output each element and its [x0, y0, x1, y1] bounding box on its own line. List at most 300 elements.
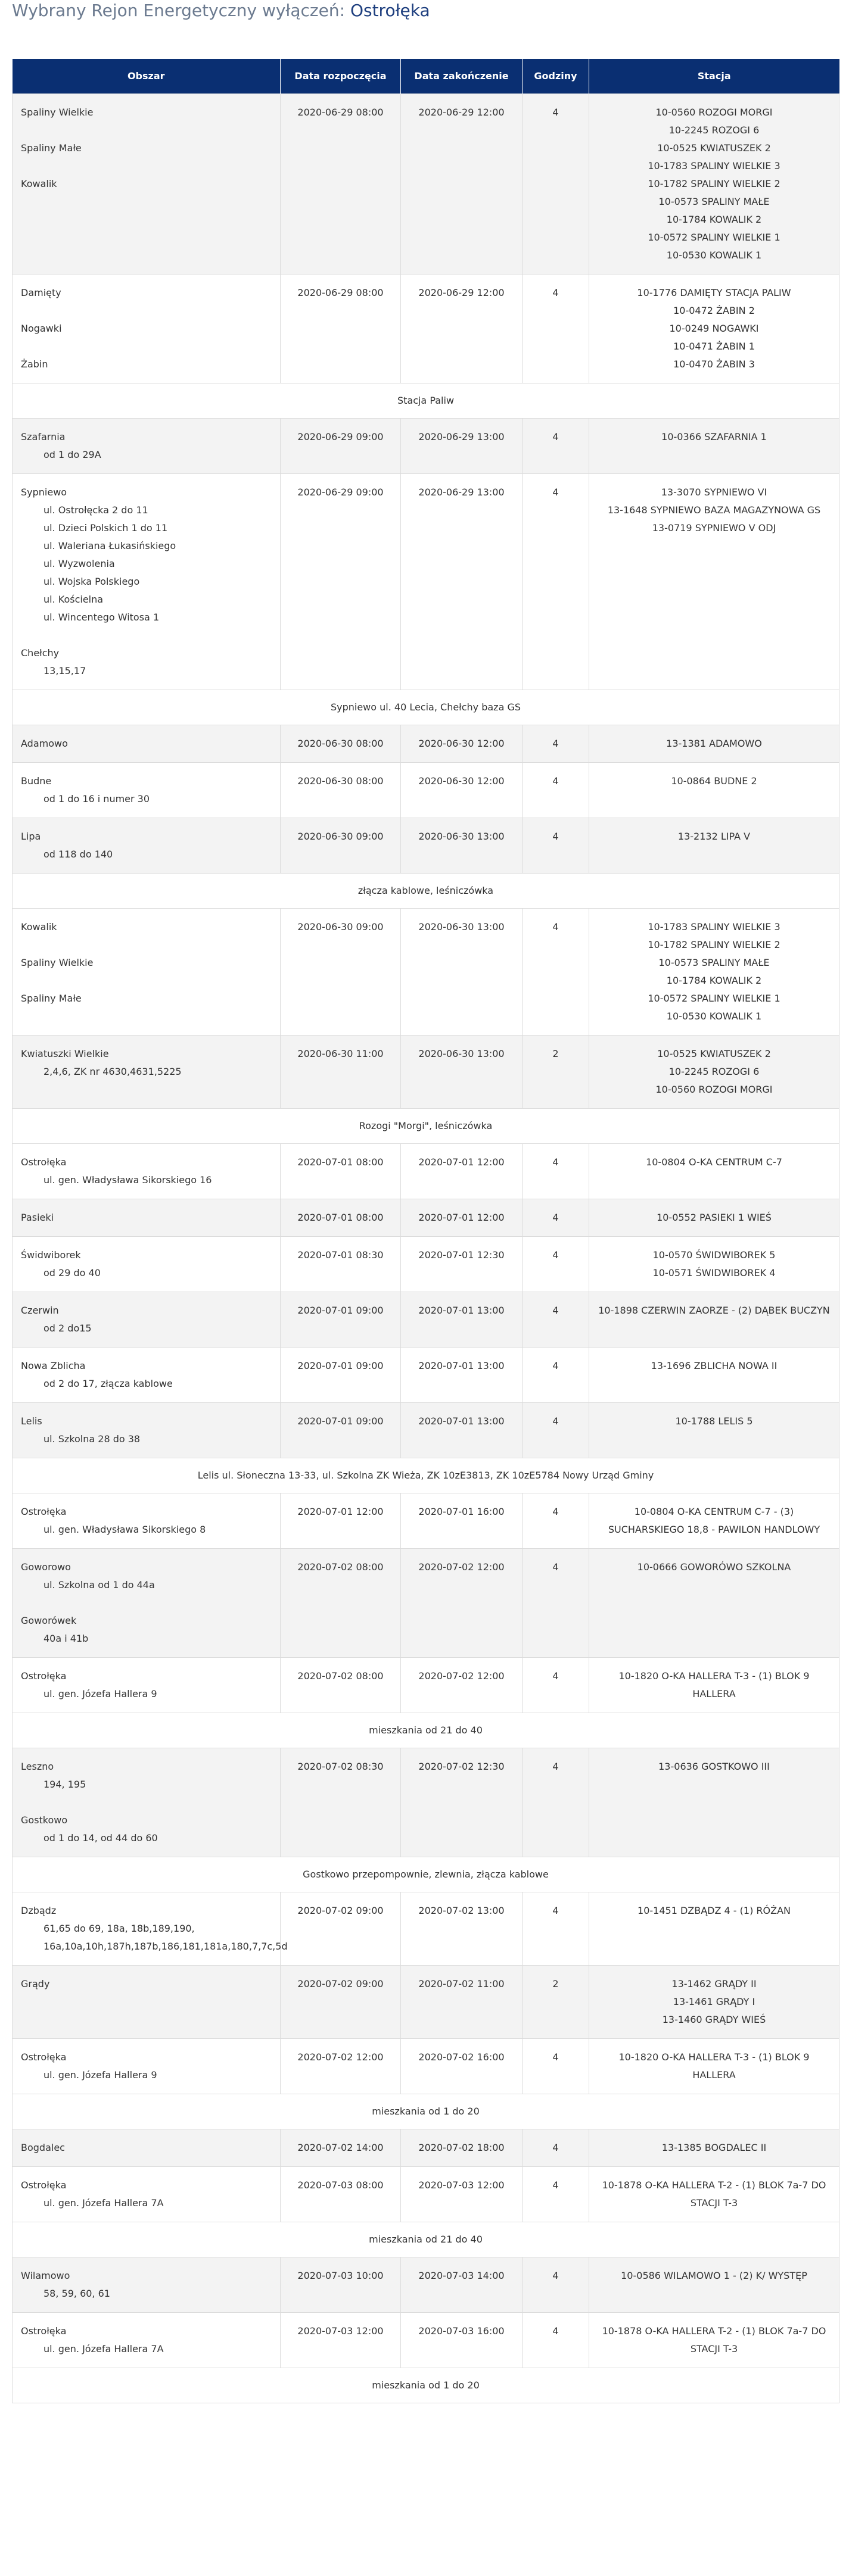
hours-cell: 4	[523, 1658, 589, 1713]
area-detail: ul. gen. Władysława Sikorskiego 8	[43, 1524, 206, 1535]
area-name: Lelis	[21, 1415, 42, 1427]
area-detail: 2,4,6, ZK nr 4630,4631,5225	[43, 1066, 182, 1077]
area-detail: od 1 do 14, od 44 do 60	[43, 1832, 158, 1844]
end-date-cell: 2020-07-03 12:00	[401, 2167, 523, 2222]
hours-cell: 4	[523, 2257, 589, 2313]
hours-cell: 4	[523, 1748, 589, 1857]
station-item: 10-0471 ŻABIN 1	[673, 341, 755, 352]
area-cell	[13, 2257, 281, 2313]
note-cell: Sypniewo ul. 40 Lecia, Chełchy baza GS	[13, 690, 839, 725]
area-name: Spaliny Małe	[21, 993, 82, 1004]
table-row	[13, 1348, 839, 1403]
table-row	[13, 1966, 839, 2039]
hours-cell: 4	[523, 1403, 589, 1458]
station-item: 10-0864 BUDNE 2	[671, 775, 757, 787]
area-cell	[13, 2039, 281, 2094]
end-date-cell: 2020-06-29 13:00	[401, 419, 523, 474]
area-cell	[13, 1658, 281, 1713]
table-row	[13, 275, 839, 383]
station-item: 13-0719 SYPNIEWO V ODJ	[652, 522, 776, 534]
area-cell	[13, 1493, 281, 1549]
station-item: 10-1783 SPALINY WIELKIE 3	[648, 160, 780, 171]
area-spacer	[21, 302, 272, 320]
area-detail: 16a,10a,10h,187h,187b,186,181,181a,180,7,7c,5d	[43, 1941, 288, 1952]
table-row	[13, 2313, 839, 2368]
station-cell	[589, 725, 839, 763]
station-cell	[589, 2039, 839, 2094]
table-row	[13, 1549, 839, 1658]
area-name: Ostrołęka	[21, 1156, 67, 1168]
end-date-cell: 2020-07-02 16:00	[401, 2039, 523, 2094]
area-cell	[13, 818, 281, 874]
table-note-row	[13, 1713, 839, 1748]
area-detail: ul. Kościelna	[43, 594, 104, 605]
area-spacer	[21, 936, 272, 954]
area-name: Ostrołęka	[21, 2179, 67, 2191]
station-item: 10-2245 ROZOGI 6	[668, 1066, 760, 1077]
end-date-cell: 2020-07-02 18:00	[401, 2129, 523, 2167]
area-name: Kwiatuszki Wielkie	[21, 1048, 109, 1059]
station-item: 10-1898 CZERWIN ZAORZE - (2) DĄBEK BUCZYN	[598, 1305, 830, 1316]
table-row	[13, 474, 839, 690]
station-item: 10-1878 O-KA HALLERA T-2 - (1) BLOK 7a-7 DO	[602, 2179, 826, 2191]
station-item: 10-0530 KOWALIK 1	[666, 250, 762, 261]
column-header-area: Obszar	[13, 59, 281, 94]
station-cell	[589, 1493, 839, 1549]
hours-cell: 4	[523, 2039, 589, 2094]
area-name: Goworowo	[21, 1561, 71, 1573]
area-cell	[13, 1892, 288, 1966]
area-name: Chełchy	[21, 647, 60, 659]
table-note-row	[13, 2094, 839, 2129]
area-spacer	[21, 626, 272, 644]
station-item: 10-0525 KWIATUSZEK 2	[657, 1048, 771, 1059]
end-date-cell: 2020-07-02 12:30	[401, 1748, 523, 1857]
area-cell	[13, 2129, 281, 2167]
table-row	[13, 1237, 839, 1292]
start-date-cell: 2020-06-29 08:00	[281, 275, 401, 383]
station-item: 10-2245 ROZOGI 6	[668, 124, 760, 136]
hours-cell: 4	[523, 725, 589, 763]
area-spacer	[21, 972, 272, 990]
hours-cell: 4	[523, 474, 589, 690]
area-cell	[13, 1549, 281, 1658]
area-cell	[13, 419, 281, 474]
area-name: Gostkowo	[21, 1814, 68, 1826]
end-date-cell: 2020-07-03 14:00	[401, 2257, 523, 2313]
area-detail: ul. Szkolna od 1 do 44a	[43, 1579, 155, 1590]
area-name: Dzbądz	[21, 1905, 57, 1916]
station-item: 13-1696 ZBLICHA NOWA II	[651, 1360, 778, 1371]
area-detail: 61,65 do 69, 18a, 18b,189,190,	[43, 1923, 195, 1934]
start-date-cell: 2020-06-30 11:00	[281, 1036, 401, 1109]
note-cell: złącza kablowe, leśniczówka	[13, 874, 839, 909]
station-cell	[589, 1892, 839, 1966]
end-date-cell: 2020-07-01 13:00	[401, 1403, 523, 1458]
hours-cell: 4	[523, 1199, 589, 1237]
station-item: 13-1385 BOGDALEC II	[661, 2142, 767, 2153]
table-row	[13, 818, 839, 874]
area-name: Żabin	[21, 358, 48, 370]
start-date-cell: 2020-07-01 08:00	[281, 1199, 401, 1237]
station-item: STACJI T-3	[690, 2343, 738, 2354]
area-detail: 40a i 41b	[43, 1633, 89, 1644]
table-note-row	[13, 1109, 839, 1144]
area-detail: ul. Wojska Polskiego	[43, 576, 140, 587]
area-name: Lipa	[21, 831, 41, 842]
area-cell	[13, 1237, 281, 1292]
area-cell	[13, 1036, 281, 1109]
end-date-cell: 2020-06-29 12:00	[401, 275, 523, 383]
station-cell	[589, 1036, 839, 1109]
area-name: Damięty	[21, 287, 61, 298]
station-item: 13-1460 GRĄDY WIEŚ	[662, 2014, 766, 2025]
area-detail: ul. gen. Józefa Hallera 7A	[43, 2343, 164, 2354]
area-cell	[13, 1199, 281, 1237]
hours-cell: 4	[523, 763, 589, 818]
table-note-row	[13, 383, 839, 419]
table-row	[13, 1892, 839, 1966]
note-cell: mieszkania od 1 do 20	[13, 2368, 839, 2403]
station-cell	[589, 1403, 839, 1458]
area-spacer	[21, 1594, 272, 1612]
end-date-cell: 2020-07-02 13:00	[401, 1892, 523, 1966]
area-name: Pasieki	[21, 1212, 54, 1223]
station-item: HALLERA	[692, 1688, 736, 1699]
start-date-cell: 2020-06-30 09:00	[281, 909, 401, 1036]
end-date-cell: 2020-07-01 12:30	[401, 1237, 523, 1292]
area-detail: ul. gen. Józefa Hallera 9	[43, 1688, 157, 1699]
station-item: 10-0470 ŻABIN 3	[673, 358, 755, 370]
station-item: 13-1381 ADAMOWO	[666, 738, 762, 749]
area-detail: ul. gen. Józefa Hallera 7A	[43, 2197, 164, 2209]
area-name: Nowa Zblicha	[21, 1360, 86, 1371]
station-cell	[589, 1748, 839, 1857]
hours-cell: 4	[523, 94, 589, 275]
end-date-cell: 2020-07-02 11:00	[401, 1966, 523, 2039]
station-item: 10-0573 SPALINY MAŁE	[658, 957, 770, 968]
area-cell	[13, 1966, 281, 2039]
column-header-hours: Godziny	[523, 59, 589, 94]
table-row	[13, 94, 839, 275]
hours-cell: 4	[523, 2167, 589, 2222]
table-row	[13, 1658, 839, 1713]
end-date-cell: 2020-07-01 13:00	[401, 1348, 523, 1403]
area-detail: od 1 do 16 i numer 30	[43, 793, 150, 804]
area-name: Budne	[21, 775, 52, 787]
station-item: 10-0572 SPALINY WIELKIE 1	[648, 993, 780, 1004]
table-note-row	[13, 2222, 839, 2257]
hours-cell: 2	[523, 1036, 589, 1109]
station-cell	[589, 94, 839, 275]
area-name: Grądy	[21, 1978, 50, 1989]
table-row	[13, 2129, 839, 2167]
table-row	[13, 909, 839, 1036]
page-title-prefix: Wybrany Rejon Energetyczny wyłączeń:	[12, 1, 346, 20]
note-cell: mieszkania od 21 do 40	[13, 1713, 839, 1748]
area-name: Goworówek	[21, 1615, 77, 1626]
start-date-cell: 2020-07-01 09:00	[281, 1292, 401, 1348]
area-cell	[13, 1144, 281, 1199]
area-detail: ul. gen. Józefa Hallera 9	[43, 2069, 157, 2081]
hours-cell: 2	[523, 1966, 589, 2039]
note-cell: mieszkania od 21 do 40	[13, 2222, 839, 2257]
end-date-cell: 2020-07-01 16:00	[401, 1493, 523, 1549]
start-date-cell: 2020-07-03 08:00	[281, 2167, 401, 2222]
area-name: Kowalik	[21, 921, 57, 933]
station-cell	[589, 275, 839, 383]
end-date-cell: 2020-07-01 12:00	[401, 1199, 523, 1237]
table-row	[13, 2039, 839, 2094]
outages-table-body	[13, 94, 839, 2403]
area-name: Ostrołęka	[21, 1506, 67, 1517]
area-detail: od 118 do 140	[43, 849, 113, 860]
area-name: Wilamowo	[21, 2270, 70, 2281]
note-cell: Gostkowo przepompownie, zlewnia, złącza kablowe	[13, 1857, 839, 1892]
station-item: 10-0804 O-KA CENTRUM C-7 - (3)	[634, 1506, 794, 1517]
column-header-station: Stacja	[589, 59, 839, 94]
start-date-cell: 2020-07-03 12:00	[281, 2313, 401, 2368]
table-row	[13, 1493, 839, 1549]
area-detail: od 2 do15	[43, 1323, 92, 1334]
area-spacer	[21, 1794, 272, 1811]
start-date-cell: 2020-07-02 09:00	[281, 1966, 401, 2039]
table-row	[13, 2257, 839, 2313]
station-cell	[589, 2257, 839, 2313]
area-cell	[13, 725, 281, 763]
station-cell	[589, 909, 839, 1036]
station-item: 10-1820 O-KA HALLERA T-3 - (1) BLOK 9	[618, 1670, 810, 1682]
area-cell	[13, 2167, 281, 2222]
station-cell	[589, 1348, 839, 1403]
station-item: 10-1784 KOWALIK 2	[666, 975, 762, 986]
table-row	[13, 1199, 839, 1237]
hours-cell: 4	[523, 1892, 589, 1966]
area-name: Szafarnia	[21, 431, 66, 442]
station-cell	[589, 419, 839, 474]
start-date-cell: 2020-07-01 08:00	[281, 1144, 401, 1199]
area-name: Leszno	[21, 1761, 54, 1772]
station-item: 10-0666 GOWORÓWO SZKOLNA	[637, 1561, 791, 1573]
table-row	[13, 1292, 839, 1348]
start-date-cell: 2020-06-30 09:00	[281, 818, 401, 874]
area-name: Ostrołęka	[21, 2051, 67, 2063]
area-detail: ul. Wyzwolenia	[43, 558, 115, 569]
station-item: 10-1878 O-KA HALLERA T-2 - (1) BLOK 7a-7 DO	[602, 2325, 826, 2337]
station-item: 13-1648 SYPNIEWO BAZA MAGAZYNOWA GS	[607, 504, 821, 516]
start-date-cell: 2020-07-02 14:00	[281, 2129, 401, 2167]
area-name: Ostrołęka	[21, 2325, 67, 2337]
area-detail: ul. Ostrołęcka 2 do 11	[43, 504, 148, 516]
station-item: 13-0636 GOSTKOWO III	[658, 1761, 770, 1772]
outages-table-header	[13, 59, 839, 94]
outages-table	[12, 59, 839, 2403]
station-item: 10-0586 WILAMOWO 1 - (2) K/ WYSTĘP	[621, 2270, 807, 2281]
start-date-cell: 2020-06-29 08:00	[281, 94, 401, 275]
area-detail: od 1 do 29A	[43, 449, 101, 460]
station-item: 10-0560 ROZOGI MORGI	[655, 1084, 773, 1095]
note-cell: mieszkania od 1 do 20	[13, 2094, 839, 2129]
hours-cell: 4	[523, 275, 589, 383]
end-date-cell: 2020-06-30 12:00	[401, 763, 523, 818]
station-cell	[589, 474, 839, 690]
end-date-cell: 2020-07-01 13:00	[401, 1292, 523, 1348]
page-title-region: Ostrołęka	[350, 1, 430, 20]
hours-cell: 4	[523, 1237, 589, 1292]
station-item: 10-1782 SPALINY WIELKIE 2	[648, 939, 780, 950]
start-date-cell: 2020-07-01 09:00	[281, 1348, 401, 1403]
station-item: 10-0530 KOWALIK 1	[666, 1011, 762, 1022]
note-cell: Lelis ul. Słoneczna 13-33, ul. Szkolna ZK Wieża, ZK 10zE3813, ZK 10zE5784 Nowy Urząd Gminy	[13, 1458, 839, 1493]
station-item: 10-1820 O-KA HALLERA T-3 - (1) BLOK 9	[618, 2051, 810, 2063]
table-row	[13, 419, 839, 474]
area-cell	[13, 1403, 281, 1458]
area-cell	[13, 763, 281, 818]
station-item: 10-0573 SPALINY MAŁE	[658, 196, 770, 207]
end-date-cell: 2020-07-03 16:00	[401, 2313, 523, 2368]
station-cell	[589, 1658, 839, 1713]
area-cell	[13, 1748, 281, 1857]
station-item: 10-0804 O-KA CENTRUM C-7	[646, 1156, 782, 1168]
station-item: 10-0249 NOGAWKI	[669, 323, 759, 334]
area-detail: ul. Waleriana Łukasińskiego	[43, 540, 176, 551]
table-row	[13, 1036, 839, 1109]
station-item: 10-1776 DAMIĘTY STACJA PALIW	[637, 287, 791, 298]
area-detail: od 2 do 17, złącza kablowe	[43, 1378, 173, 1389]
station-item: SUCHARSKIEGO 18,8 - PAWILON HANDLOWY	[608, 1524, 820, 1535]
note-cell: Stacja Paliw	[13, 383, 839, 419]
start-date-cell: 2020-07-02 08:00	[281, 1549, 401, 1658]
area-cell	[13, 474, 281, 690]
hours-cell: 4	[523, 1292, 589, 1348]
hours-cell: 4	[523, 1549, 589, 1658]
station-item: 10-1784 KOWALIK 2	[666, 214, 762, 225]
table-note-row	[13, 690, 839, 725]
station-cell	[589, 2313, 839, 2368]
table-row	[13, 763, 839, 818]
area-cell	[13, 94, 281, 275]
area-cell	[13, 909, 281, 1036]
station-cell	[589, 1237, 839, 1292]
hours-cell: 4	[523, 909, 589, 1036]
station-item: 10-1783 SPALINY WIELKIE 3	[648, 921, 780, 933]
table-note-row	[13, 1458, 839, 1493]
end-date-cell: 2020-07-01 12:00	[401, 1144, 523, 1199]
area-detail: 58, 59, 60, 61	[43, 2288, 110, 2299]
hours-cell: 4	[523, 1493, 589, 1549]
station-cell	[589, 1199, 839, 1237]
area-detail: ul. Wincentego Witosa 1	[43, 612, 160, 623]
start-date-cell: 2020-07-01 09:00	[281, 1403, 401, 1458]
area-name: Spaliny Wielkie	[21, 107, 94, 118]
table-row	[13, 1144, 839, 1199]
table-note-row	[13, 2368, 839, 2403]
table-note-row	[13, 1857, 839, 1892]
station-cell	[589, 1144, 839, 1199]
area-name: Kowalik	[21, 178, 57, 189]
area-detail: od 29 do 40	[43, 1267, 101, 1278]
page-title	[0, 0, 849, 60]
station-item: 10-1451 DZBĄDZ 4 - (1) RÓŻAN	[637, 1905, 791, 1916]
end-date-cell: 2020-06-30 13:00	[401, 909, 523, 1036]
station-cell	[589, 1966, 839, 2039]
area-name: Nogawki	[21, 323, 62, 334]
hours-cell: 4	[523, 419, 589, 474]
station-item: 10-0472 ŻABIN 2	[673, 305, 755, 316]
column-header-start: Data rozpoczęcia	[281, 59, 401, 94]
start-date-cell: 2020-06-29 09:00	[281, 419, 401, 474]
area-spacer	[21, 157, 272, 175]
end-date-cell: 2020-06-29 12:00	[401, 94, 523, 275]
area-detail: 194, 195	[43, 1779, 86, 1790]
hours-cell: 4	[523, 2313, 589, 2368]
station-cell	[589, 763, 839, 818]
table-row	[13, 1403, 839, 1458]
area-name: Czerwin	[21, 1305, 59, 1316]
start-date-cell: 2020-07-02 09:00	[281, 1892, 401, 1966]
station-item: 10-1788 LELIS 5	[675, 1415, 753, 1427]
area-cell	[13, 275, 281, 383]
station-item: 10-0570 ŚWIDWIBOREK 5	[652, 1249, 776, 1261]
start-date-cell: 2020-06-30 08:00	[281, 725, 401, 763]
area-name: Spaliny Wielkie	[21, 957, 94, 968]
end-date-cell: 2020-07-02 12:00	[401, 1658, 523, 1713]
table-row	[13, 2167, 839, 2222]
area-detail: ul. Szkolna 28 do 38	[43, 1433, 141, 1445]
station-item: 13-1462 GRĄDY II	[671, 1978, 757, 1989]
end-date-cell: 2020-06-29 13:00	[401, 474, 523, 690]
station-cell	[589, 1292, 839, 1348]
area-name: Sypniewo	[21, 486, 67, 498]
station-item: 13-3070 SYPNIEWO VI	[661, 486, 767, 498]
area-cell	[13, 2313, 281, 2368]
station-item: 10-0572 SPALINY WIELKIE 1	[648, 232, 780, 243]
column-header-end: Data zakończenie	[401, 59, 523, 94]
station-item: 10-0366 SZAFARNIA 1	[661, 431, 767, 442]
end-date-cell: 2020-06-30 13:00	[401, 818, 523, 874]
station-item: STACJI T-3	[690, 2197, 738, 2209]
area-name: Bogdalec	[21, 2142, 65, 2153]
area-detail: 13,15,17	[43, 665, 86, 676]
hours-cell: 4	[523, 1144, 589, 1199]
station-item: 10-0571 ŚWIDWIBOREK 4	[652, 1267, 776, 1278]
hours-cell: 4	[523, 818, 589, 874]
hours-cell: 4	[523, 2129, 589, 2167]
area-name: Świdwiborek	[21, 1249, 81, 1261]
station-item: 10-0552 PASIEKI 1 WIEŚ	[657, 1212, 772, 1223]
start-date-cell: 2020-07-02 08:30	[281, 1748, 401, 1857]
station-cell	[589, 2167, 839, 2222]
end-date-cell: 2020-06-30 13:00	[401, 1036, 523, 1109]
station-cell	[589, 2129, 839, 2167]
area-name: Adamowo	[21, 738, 68, 749]
area-name: Spaliny Małe	[21, 142, 82, 154]
start-date-cell: 2020-07-03 10:00	[281, 2257, 401, 2313]
station-item: 10-1782 SPALINY WIELKIE 2	[648, 178, 780, 189]
area-spacer	[21, 338, 272, 355]
station-item: 10-0525 KWIATUSZEK 2	[657, 142, 771, 154]
station-cell	[589, 818, 839, 874]
area-detail: ul. gen. Władysława Sikorskiego 16	[43, 1174, 212, 1186]
area-cell	[13, 1292, 281, 1348]
station-item: 10-0560 ROZOGI MORGI	[655, 107, 773, 118]
station-cell	[589, 1549, 839, 1658]
table-row	[13, 725, 839, 763]
station-item: 13-2132 LIPA V	[677, 831, 751, 842]
note-cell: Rozogi "Morgi", leśniczówka	[13, 1109, 839, 1144]
start-date-cell: 2020-06-30 08:00	[281, 763, 401, 818]
station-item: 13-1461 GRĄDY I	[673, 1996, 755, 2007]
